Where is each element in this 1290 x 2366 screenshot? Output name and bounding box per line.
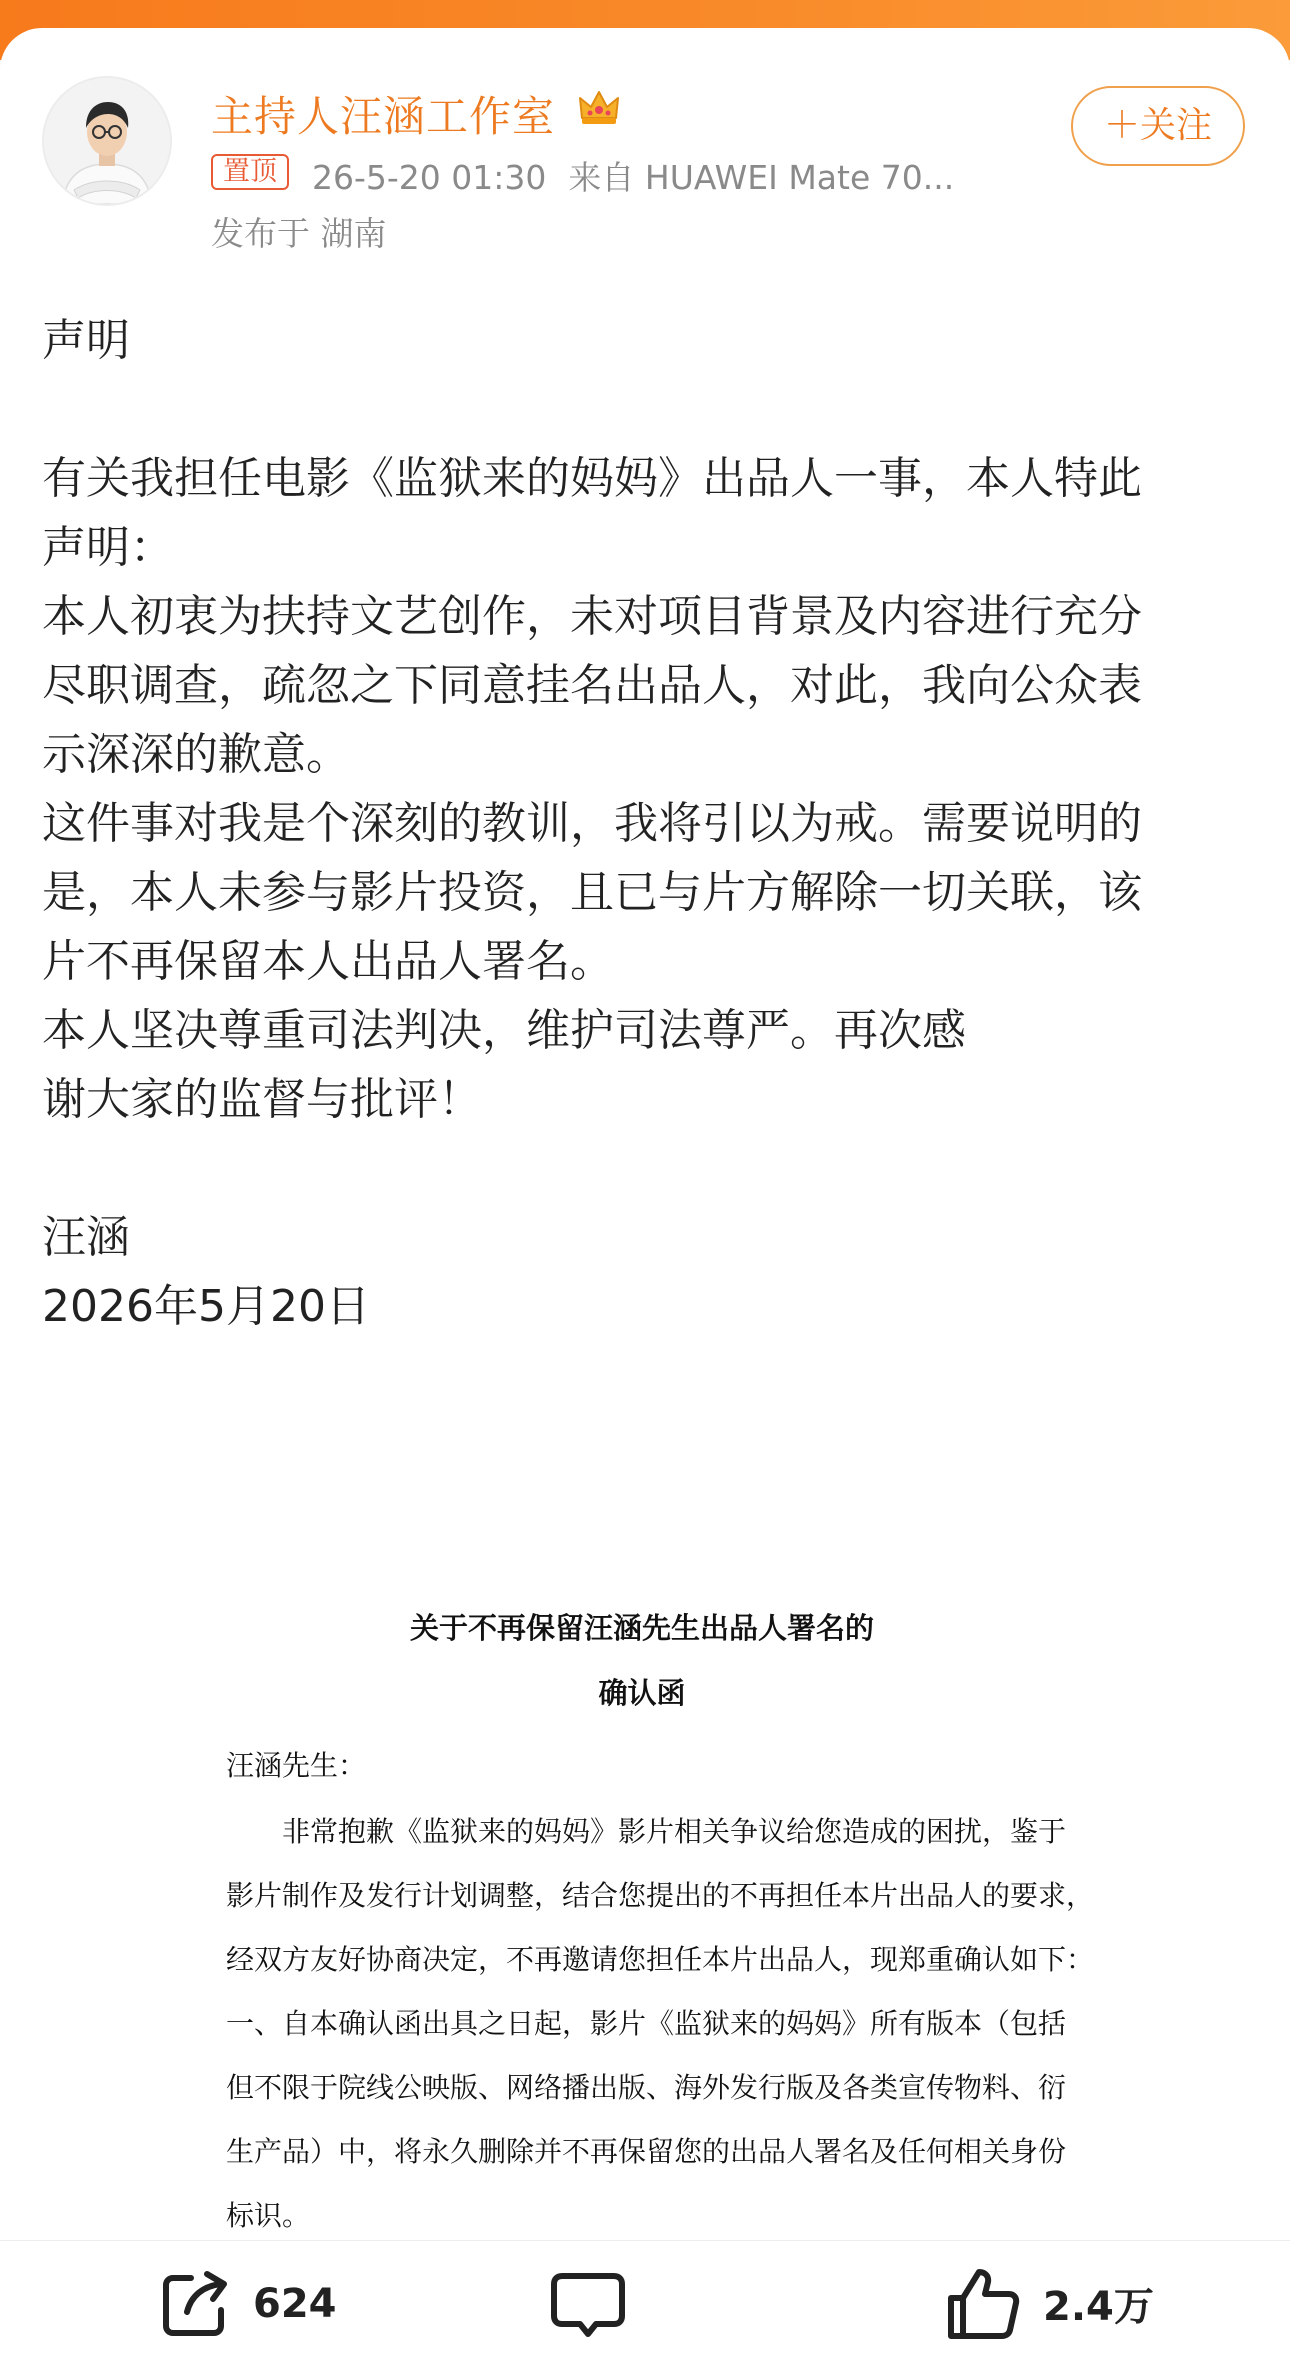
post-meta — [312, 152, 954, 199]
doc-body-line: 标识。 — [226, 2199, 311, 2232]
doc-salutation: 汪涵先生： — [226, 1749, 367, 1782]
post-line: 声明 — [42, 315, 130, 366]
post-card — [0, 28, 1290, 2365]
post-content — [42, 306, 1252, 1341]
post-line: 声明： — [42, 522, 174, 573]
avatar[interactable] — [42, 76, 172, 206]
action-bar — [0, 2240, 1290, 2366]
avatar-portrait — [44, 78, 170, 204]
doc-title-line2: 确认函 — [598, 1676, 686, 1710]
post-line: 谢大家的监督与批评！ — [42, 1074, 482, 1125]
pin-badge: 置顶 — [211, 154, 289, 190]
post-line: 这件事对我是个深刻的教训，我将引以为戒。需要说明的 — [42, 798, 1142, 849]
doc-body-line: 影片制作及发行计划调整，结合您提出的不再担任本片出品人的要求， — [226, 1879, 1095, 1912]
author-name[interactable]: 主持人汪涵工作室 — [211, 92, 556, 141]
post-line: 是，本人未参与影片投资，且已与片方解除一切关联，该 — [42, 867, 1142, 918]
post-line: 本人坚决尊重司法判决，维护司法尊严。再次感 — [42, 1005, 966, 1056]
share-count: 624 — [253, 2280, 337, 2327]
post-location: 发布于 湖南 — [211, 214, 387, 253]
crown-icon — [576, 84, 622, 130]
post-source[interactable]: 来自 HUAWEI Mate 70... — [568, 158, 955, 197]
post-timestamp: 26-5-20 01:30 — [312, 158, 547, 197]
post-line: 尽职调查，疏忽之下同意挂名出品人，对此，我向公众表 — [42, 660, 1142, 711]
share-icon — [157, 2266, 233, 2342]
like-icon — [943, 2264, 1023, 2344]
post-line: 本人初衷为扶持文艺创作，未对项目背景及内容进行充分 — [42, 591, 1142, 642]
like-button[interactable] — [943, 2241, 1154, 2366]
doc-body-line: 但不限于院线公映版、网络播出版、海外发行版及各类宣传物料、衍 — [226, 2071, 1067, 2104]
post-line — [42, 1134, 1252, 1203]
post-line: 示深深的歉意。 — [42, 729, 350, 780]
post-line: 片不再保留本人出品人署名。 — [42, 936, 614, 987]
comment-button[interactable] — [548, 2241, 648, 2366]
comment-icon — [548, 2266, 628, 2342]
doc-body-line: 一、自本确认函出具之日起，影片《监狱来的妈妈》所有版本（包括 — [226, 2007, 1067, 2040]
post-date: 2026年5月20日 — [42, 1281, 370, 1332]
like-count: 2.4万 — [1043, 2284, 1154, 2330]
post-line: 有关我担任电影《监狱来的妈妈》出品人一事，本人特此 — [42, 453, 1142, 504]
attached-document-image[interactable] — [42, 1518, 1252, 2268]
share-button[interactable] — [157, 2241, 337, 2366]
post-signature: 汪涵 — [42, 1212, 130, 1263]
doc-body-line: 生产品）中，将永久删除并不再保留您的出品人署名及任何相关身份 — [226, 2135, 1067, 2168]
follow-button[interactable]: ＋关注 — [1071, 86, 1245, 166]
doc-body-line: 非常抱歉《监狱来的妈妈》影片相关争议给您造成的困扰，鉴于 — [282, 1815, 1067, 1848]
doc-body-line: 经双方友好协商决定，不再邀请您担任本片出品人，现郑重确认如下： — [226, 1943, 1095, 1976]
doc-title-line1: 关于不再保留汪涵先生出品人署名的 — [409, 1611, 874, 1645]
post-line — [42, 375, 1252, 444]
